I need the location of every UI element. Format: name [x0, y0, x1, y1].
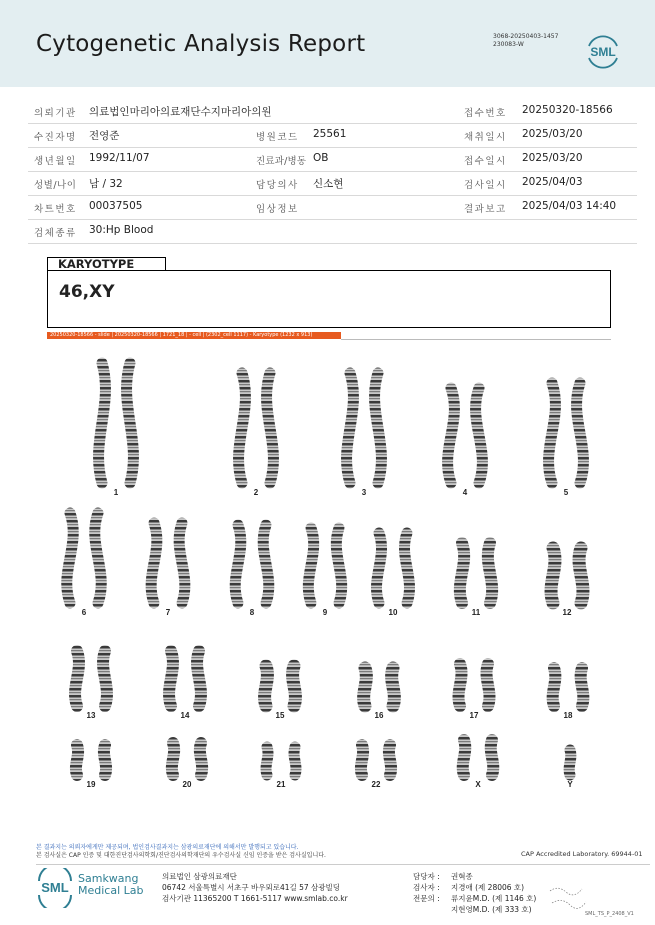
chromosome-7: [151, 523, 157, 603]
staff-row: [413, 893, 536, 904]
info-label: 임상정보: [256, 204, 299, 215]
report-id-line1: 3068-20250403-1457: [493, 33, 559, 40]
info-label: 병원코드: [256, 132, 299, 143]
chromosome-4: [448, 388, 455, 483]
info-label: 접수일시: [464, 156, 507, 167]
info-row: [28, 99, 637, 124]
chromosome-15: [293, 666, 296, 706]
chromosome-6: [67, 513, 73, 603]
chromosome-label: 6: [81, 608, 87, 617]
chromosome-X: [491, 740, 494, 775]
chromosome-22: [389, 745, 391, 775]
info-label: 생년월일: [34, 156, 77, 167]
lab-address: 06742 서울특별시 서초구 바우뫼로41길 57 삼광빌딩: [162, 883, 341, 892]
chromosome-12: [551, 548, 555, 603]
chromosome-11: [488, 543, 492, 603]
chromosome-label: 3: [361, 488, 367, 497]
chromosome-label: 15: [275, 711, 285, 720]
chromosome-8: [263, 525, 269, 603]
karyotype-image-meta: 20250320-18566 - slide | 20250320-18566 | 1721_18 | - cell | (2302_cell 1117) - Karyotype (1232 x 913): [47, 332, 341, 339]
cap-accreditation: CAP Accredited Laboratory. 69944-01: [521, 850, 643, 858]
info-label: 검사일시: [464, 180, 507, 191]
chromosome-label: 20: [182, 780, 192, 789]
info-label: 진료과/병동: [256, 156, 307, 167]
chromosome-7: [179, 523, 185, 603]
chromosome-18: [553, 668, 556, 706]
info-label: 차트번호: [34, 204, 77, 215]
staff-name: 권혁종: [451, 872, 473, 881]
staff-role: 전문의 :: [413, 894, 440, 903]
info-label: 채취일시: [464, 132, 507, 143]
chromosome-label: 10: [388, 608, 398, 617]
divider: [341, 339, 611, 340]
info-label: 성별/나이: [34, 180, 77, 191]
receipt-date: 2025/03/20: [522, 152, 583, 164]
report-title: Cytogenetic Analysis Report: [36, 31, 366, 57]
requesting-institution: 의료법인마리아의료재단수지마리아의원: [89, 106, 272, 118]
chromosome-Y: [569, 750, 571, 775]
result-notice: 본 결과지는 의뢰자에게만 제공되며, 법인검사결과지는 삼광의료재단에 의해서만 발행되고 있습니다.: [36, 844, 299, 851]
lab-info: [162, 871, 348, 904]
chromosome-19: [104, 745, 106, 775]
chromosome-15: [265, 666, 268, 706]
chromosome-2: [267, 373, 274, 483]
staff-role: 검사자 :: [413, 883, 440, 892]
attending-doctor: 신소현: [313, 178, 344, 190]
info-label: 검체종류: [34, 228, 77, 239]
chromosome-label: X: [475, 780, 481, 789]
chromosome-8: [235, 525, 241, 603]
staff-row: [413, 904, 536, 915]
staff-role: 담당자 :: [413, 872, 440, 881]
info-row: [28, 147, 637, 172]
chromosome-16: [364, 668, 367, 706]
chromosome-label: 4: [462, 488, 468, 497]
chromosome-21: [294, 747, 296, 775]
chromosome-label: 11: [471, 608, 481, 617]
lab-name: [78, 873, 144, 897]
chromosome-label: 14: [180, 711, 190, 720]
info-label: 수진자명: [34, 132, 77, 143]
chromosome-5: [577, 383, 584, 483]
lab-name-line1: Samkwang: [78, 872, 139, 885]
department: OB: [313, 152, 329, 164]
info-row: [28, 171, 637, 196]
chromosome-9: [308, 528, 313, 603]
chromosome-label: 7: [165, 608, 171, 617]
info-row: [28, 195, 637, 220]
karyotype-label: KARYOTYPE: [47, 257, 166, 270]
info-label: 담당의사: [256, 180, 299, 191]
sex-age: 남 / 32: [89, 178, 123, 190]
chromosome-20: [172, 743, 174, 775]
karyotype-value: 46,XY: [59, 282, 115, 302]
chromosome-label: 1: [113, 488, 119, 497]
chromosome-20: [200, 743, 202, 775]
chromosome-1: [99, 363, 106, 483]
chromosome-label: 9: [322, 608, 328, 617]
lab-name-line2: Medical Lab: [78, 884, 144, 897]
chromosome-label: 8: [249, 608, 255, 617]
chromosome-14: [169, 651, 173, 706]
chart-number: 00037505: [89, 200, 143, 212]
chromosome-5: [549, 383, 556, 483]
chromosome-4: [476, 388, 483, 483]
chromosome-3: [347, 373, 354, 483]
samkwang-logo-icon: [34, 868, 76, 908]
chromosome-label: 5: [563, 488, 569, 497]
staff-name: 류지윤M.D. (제 1146 호): [451, 894, 537, 903]
chromosome-22: [361, 745, 363, 775]
info-label: 의뢰기관: [34, 108, 77, 119]
sml-logo-icon: [584, 34, 622, 70]
info-label: 결과보고: [464, 204, 507, 215]
lab-org: 의료법인 삼광의료재단: [162, 872, 237, 881]
chromosome-label: 16: [374, 711, 384, 720]
chromosome-2: [239, 373, 246, 483]
chromosome-3: [375, 373, 382, 483]
info-row: [28, 123, 637, 148]
staff-name: 지경애 (제 28006 호): [451, 883, 525, 892]
samkwang-logo-text: SML: [41, 880, 69, 895]
specimen-type: 30:Hp Blood: [89, 224, 154, 236]
chromosome-9: [336, 528, 341, 603]
chromosome-label: 21: [276, 780, 286, 789]
chromosome-10: [404, 533, 409, 603]
chromosome-17: [486, 664, 489, 706]
staff-list: [413, 871, 536, 915]
lab-contact: 검사기관 11365200 T 1661-5117 www.smlab.co.kr: [162, 894, 348, 903]
receipt-number: 20250320-18566: [522, 104, 613, 116]
chromosome-13: [103, 651, 107, 706]
hospital-code: 25561: [313, 128, 347, 140]
chromosome-17: [458, 664, 461, 706]
divider: [36, 864, 650, 865]
chromosome-19: [76, 745, 78, 775]
chromosome-11: [460, 543, 464, 603]
accreditation-notice: 본 검사실은 CAP 인증 및 대한진단검사의학회/진단검사의학재단의 우수검사실 신임 인증을 받은 검사실입니다.: [36, 852, 326, 859]
karyogram-image: [0, 345, 655, 795]
chromosome-6: [95, 513, 101, 603]
chromosome-21: [266, 747, 268, 775]
chromosome-label: 18: [563, 711, 573, 720]
chromosome-14: [197, 651, 201, 706]
chromosome-1: [127, 363, 134, 483]
collection-date: 2025/03/20: [522, 128, 583, 140]
test-date: 2025/04/03: [522, 176, 583, 188]
sml-logo-text: SML: [590, 45, 616, 59]
chromosome-10: [376, 533, 381, 603]
chromosome-X: [463, 740, 466, 775]
chromosome-16: [392, 668, 395, 706]
chromosome-18: [581, 668, 584, 706]
chromosome-label: 17: [469, 711, 479, 720]
form-number: SML_TS_P_2408_V1: [585, 911, 634, 917]
chromosome-label: 19: [86, 780, 96, 789]
signature-icon: [548, 883, 588, 913]
chromosome-label: Y: [567, 780, 573, 789]
info-row: [28, 219, 637, 244]
report-id-line2: 230083-W: [493, 41, 524, 48]
staff-row: [413, 882, 536, 893]
report-id: [493, 33, 558, 49]
result-report-date: 2025/04/03 14:40: [522, 200, 617, 212]
chromosome-label: 22: [371, 780, 381, 789]
staff-name: 지현영M.D. (제 333 호): [451, 905, 532, 914]
birth-date: 1992/11/07: [89, 152, 150, 164]
karyotype-result-box: [47, 270, 611, 328]
patient-name: 전영준: [89, 130, 120, 142]
chromosome-label: 13: [86, 711, 96, 720]
staff-row: [413, 871, 536, 882]
chromosome-12: [579, 548, 583, 603]
chromosome-label: 2: [253, 488, 259, 497]
info-label: 접수번호: [464, 108, 507, 119]
chromosome-label: 12: [562, 608, 572, 617]
chromosome-13: [75, 651, 79, 706]
